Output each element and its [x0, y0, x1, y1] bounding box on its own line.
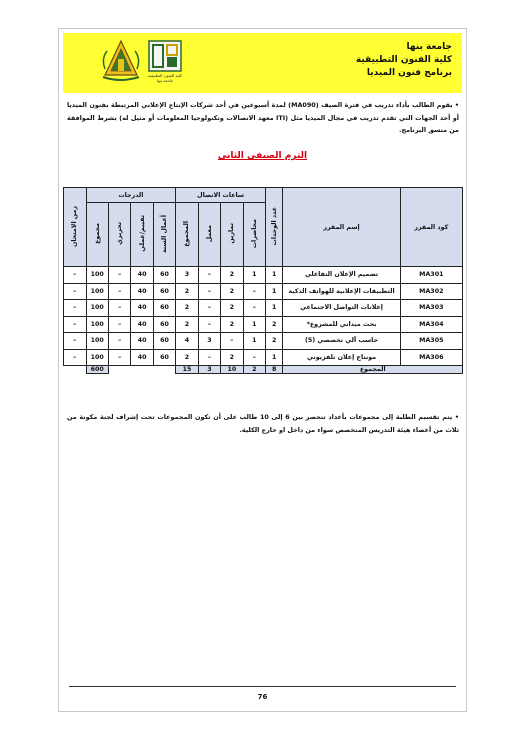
cell-sum: 100 [86, 349, 108, 366]
cell-lectures: – [243, 349, 265, 366]
header-total-grades: مجموع [93, 223, 101, 245]
table-row [64, 333, 463, 350]
section-title: الترم الصيفي الثاني [217, 151, 308, 161]
training-note: • يقوم الطالب بأداء تدريب في فترة الصيف (MA090) لمدة أسبوعين في أحد شركات الإنتاج الإعلاني المرتبطة بفنون الميديا أو أحد الجهات التي تقدم تدريب في مجال الميديا مثل (ITI معهد الاتصالات وتكنولوجيا المعلومات أو مثيل له) بشرط الموافقة من منسق البرنامج. [67, 101, 459, 134]
totals-lab: 3 [198, 366, 220, 374]
header-grades: الدرجات [86, 188, 176, 203]
cell-total: 3 [176, 267, 198, 284]
cell-exercises: 2 [221, 267, 243, 284]
cell-exam: – [64, 267, 87, 284]
cell-written: – [108, 316, 130, 333]
header-code: كود المقرر [400, 188, 462, 267]
cell-units: 1 [266, 300, 283, 317]
header-year-work: أعمال السنة [161, 214, 169, 253]
cell-code: MA302 [400, 283, 462, 300]
totals-grades: 600 [86, 366, 108, 374]
cell-oral: 40 [131, 349, 153, 366]
cell-name: بحث ميداني للمشروع* [283, 316, 400, 333]
cell-lab: – [198, 283, 220, 300]
footer-rule [69, 686, 456, 687]
cell-year-work: 60 [153, 349, 175, 366]
cell-code: MA301 [400, 267, 462, 284]
cell-exam: – [64, 349, 87, 366]
faculty-logo-caption: كلية الفنون التطبيقية جامعة بنها [147, 73, 183, 83]
cell-total: 4 [176, 333, 198, 350]
totals-label: المجموع [283, 366, 463, 374]
cell-lab: – [198, 300, 220, 317]
course-plan-table [63, 187, 463, 374]
cell-sum: 100 [86, 300, 108, 317]
cell-name: إعلانات التواصل الاجتماعي [283, 300, 400, 317]
cell-units: 2 [266, 333, 283, 350]
cell-year-work: 60 [153, 300, 175, 317]
page-header [63, 33, 462, 93]
header-written: تحريري [116, 222, 124, 246]
table-row [64, 283, 463, 300]
cell-name: تصميم الإعلان التفاعلي [283, 267, 400, 284]
header-units: عدد الوحدات [270, 206, 278, 246]
header-exercises: تمارين [228, 223, 236, 244]
program-name: برنامج فنون الميديا [366, 68, 452, 78]
cell-lectures: 1 [243, 267, 265, 284]
cell-sum: 100 [86, 267, 108, 284]
cell-lab: – [198, 267, 220, 284]
table-row [64, 349, 463, 366]
cell-lab: – [198, 316, 220, 333]
header-contact-hours: ساعات الاتصال [176, 188, 266, 203]
cell-name: التطبيقات الإعلانية للهواتف الذكية [283, 283, 400, 300]
cell-sum: 100 [86, 333, 108, 350]
document-page [58, 28, 467, 712]
cell-code: MA306 [400, 349, 462, 366]
cell-lab: – [198, 349, 220, 366]
cell-oral: 40 [131, 267, 153, 284]
cell-exam: – [64, 333, 87, 350]
cell-exercises: 2 [221, 300, 243, 317]
totals-hours: 15 [176, 366, 198, 374]
totals-units: 8 [266, 366, 283, 374]
cell-exercises: 2 [221, 283, 243, 300]
table-row [64, 316, 463, 333]
cell-code: MA304 [400, 316, 462, 333]
cell-lab: 3 [198, 333, 220, 350]
cell-units: 1 [266, 283, 283, 300]
cell-name: مونتاج إعلان تلفزيوني [283, 349, 400, 366]
cell-lectures: 1 [243, 316, 265, 333]
cell-name: حاسب آلي تخصصي (5) [283, 333, 400, 350]
university-logo [101, 39, 141, 83]
cell-units: 2 [266, 316, 283, 333]
header-lectures: محاضرات [250, 218, 258, 249]
cell-sum: 100 [86, 283, 108, 300]
cell-lectures: – [243, 283, 265, 300]
page-number: 76 [257, 693, 268, 701]
cell-year-work: 60 [153, 267, 175, 284]
cell-year-work: 60 [153, 316, 175, 333]
header-text [356, 41, 452, 80]
cell-total: 2 [176, 349, 198, 366]
cell-year-work: 60 [153, 333, 175, 350]
totals-exercises: 10 [221, 366, 243, 374]
header-exam-time: زمن الامتحان [71, 205, 79, 247]
header-name: إسم المقرر [283, 188, 400, 267]
table-row [64, 300, 463, 317]
cell-written: – [108, 349, 130, 366]
cell-oral: 40 [131, 283, 153, 300]
cell-written: – [108, 283, 130, 300]
cell-sum: 100 [86, 316, 108, 333]
cell-total: 2 [176, 316, 198, 333]
cell-exercises: – [221, 333, 243, 350]
cell-written: – [108, 333, 130, 350]
cell-total: 2 [176, 283, 198, 300]
cell-lectures: – [243, 300, 265, 317]
cell-code: MA305 [400, 333, 462, 350]
cell-units: 1 [266, 349, 283, 366]
cell-written: – [108, 267, 130, 284]
cell-units: 1 [266, 267, 283, 284]
cell-exercises: 2 [221, 316, 243, 333]
faculty-name: كلية الفنون التطبيقية [355, 55, 452, 65]
cell-oral: 40 [131, 316, 153, 333]
cell-exam: – [64, 283, 87, 300]
totals-lectures: 2 [243, 366, 265, 374]
cell-exam: – [64, 316, 87, 333]
header-total-hours: المجموع [183, 220, 191, 247]
university-name: جامعة بنها [406, 42, 452, 52]
cell-lectures: 1 [243, 333, 265, 350]
cell-written: – [108, 300, 130, 317]
cell-total: 2 [176, 300, 198, 317]
header-oral-practical: تقييم/عملي [138, 215, 146, 252]
header-lab: معمل [205, 224, 213, 243]
cell-oral: 40 [131, 300, 153, 317]
cell-year-work: 60 [153, 283, 175, 300]
cell-code: MA303 [400, 300, 462, 317]
table-row [64, 267, 463, 284]
totals-row [64, 366, 463, 374]
cell-exercises: 2 [221, 349, 243, 366]
cell-exam: – [64, 300, 87, 317]
grouping-note: • يتم تقسيم الطلبة إلى مجموعات بأعداد تنحصر بين 6 إلى 10 طالب على أن تكون المجموعات تحت إشراف لجنة مكونة من ثلاث من أعضاء هيئة التدريس المتخصص سواء من داخل او خارج الكلية. [67, 413, 459, 434]
cell-oral: 40 [131, 333, 153, 350]
